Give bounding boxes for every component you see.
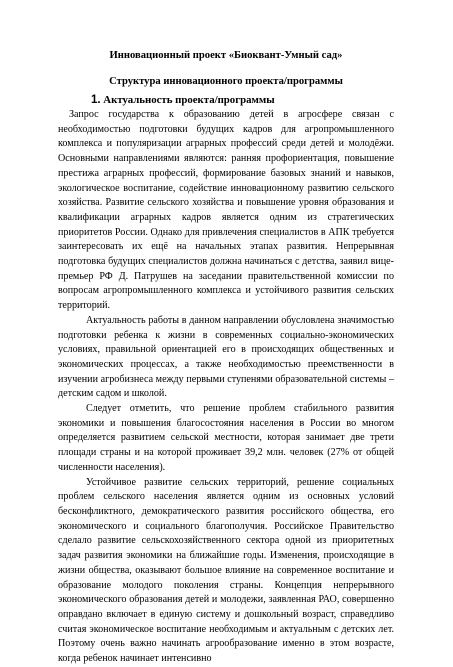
paragraph: Запрос государства к образованию детей в агросфере связан с необходимостью подготовки будущих кадров для агропромышленного комплекса и популяризации аграрных профессий среди детей и молодёжи. Основными направлениями являются: ранняя профориентация, повышение престижа аграрных профессий, формирование базовых знаний и навыков, экологическое воспитание, содействие инновационному развитию сельского хозяйства. Развитие сельского хозяйства и повышение уровня образования и квалификации аграрных кадров является одним из стратегических приоритетов России. Однако для привлечения специалистов в АПК требуется заинтересовать их ещё на начальных этапах развития. Непрерывная подготовка будущих специалистов должна начинаться с детства, заявил вице-премьер РФ Д. Патрушев на заседании правительственной комиссии по вопросам агропромышленного комплекса и устойчивого развития сельских территорий.: [58, 109, 394, 312]
paragraph: Следует отметить, что решение проблем стабильного развития экономики и повышения благосостояния населения в России во многом определяется развитием сельской местности, которая занимает две трети площади страны и на которой проживает 39,2 млн. человек (27% от общей численности населения).: [58, 403, 394, 473]
paragraph: Актуальность работы в данном направлении обусловлена значимостью подготовки ребенка к жизни в современных социально-экономических условиях, правильной ориентацией его в происходящих общественных и экономических процессах, а также необходимостью преемственности в изучении агробизнеса между первыми ступенями образовательной системы – детским садом и школой.: [58, 314, 394, 400]
document-subtitle: Структура инновационного проекта/программы: [109, 76, 343, 87]
section-number: 1.: [91, 94, 101, 106]
paragraph: Устойчивое развитие сельских территорий, решение социальных проблем сельского населения является одним из основных условий бесконфликтного, демократического развития российского общества, его экономического и социального благополучия. Российское Правительство сделало развитие сельскохозяйственного сектора одной из приоритетных задач развития экономики на ближайшие годы. Изменения, происходящие в жизни общества, оказывают большое влияние на современное воспитание и образование молодого поколения страны. Концепция непрерывного экономического образования детей и молодежи, заявленная РАО, совершенно оправдано включает в единую систему и дошкольный возраст, справедливо считая экономическое воспитание необходимым и актуальным с детских лет. Поэтому очень важно начинать агрообразование именно в этом возрасте, когда ребенок начинает интенсивно: [58, 476, 394, 665]
document-title: Инновационный проект «Биоквант-Умный сад»: [109, 50, 343, 61]
section-heading: [91, 93, 394, 107]
section-heading-text: Актуальность проекта/программы: [103, 94, 275, 106]
